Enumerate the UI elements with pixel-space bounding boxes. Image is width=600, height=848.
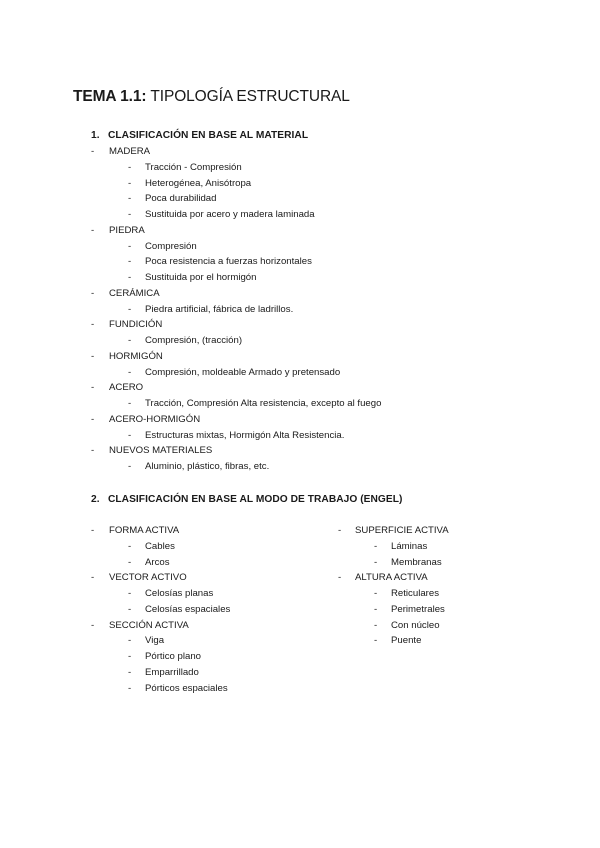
list-bullet-dash: - bbox=[91, 619, 95, 631]
engel-right-subitem: Con núcleo bbox=[391, 619, 440, 631]
list-bullet-dash: - bbox=[91, 224, 95, 236]
section-1-title: CLASIFICACIÓN EN BASE AL MATERIAL bbox=[108, 130, 309, 141]
page-title bbox=[73, 88, 350, 106]
list-bullet-dash: - bbox=[374, 588, 378, 599]
list-bullet-dash: - bbox=[128, 193, 132, 205]
material-subitem: Compresión, (tracción) bbox=[145, 335, 243, 346]
list-bullet-dash: - bbox=[374, 556, 378, 568]
list-bullet-dash: - bbox=[128, 556, 132, 568]
list-bullet-dash: - bbox=[338, 572, 342, 584]
section-1-number: 1. bbox=[91, 130, 100, 141]
engel-right-subitem: Perimetrales bbox=[391, 603, 445, 615]
list-bullet-dash: - bbox=[374, 619, 378, 631]
list-bullet-dash: - bbox=[91, 413, 95, 425]
list-bullet-dash: - bbox=[338, 525, 342, 536]
list-bullet-dash: - bbox=[128, 603, 132, 615]
engel-right-subitem: Láminas bbox=[391, 540, 428, 552]
engel-left-item-label: FORMA ACTIVA bbox=[109, 525, 180, 536]
engel-left-subitem: Pórtico plano bbox=[145, 651, 201, 662]
list-bullet-dash: - bbox=[128, 461, 132, 472]
list-bullet-dash: - bbox=[128, 177, 132, 189]
list-bullet-dash: - bbox=[128, 256, 132, 268]
list-bullet-dash: - bbox=[374, 635, 378, 647]
list-bullet-dash: - bbox=[374, 603, 378, 615]
list-bullet-dash: - bbox=[128, 651, 132, 662]
material-item-label: ACERO bbox=[109, 382, 144, 394]
engel-left-subitem: Arcos bbox=[145, 556, 170, 568]
list-bullet-dash: - bbox=[128, 540, 132, 552]
list-bullet-dash: - bbox=[128, 303, 132, 315]
list-bullet-dash: - bbox=[128, 429, 132, 441]
engel-left-item-label: VECTOR ACTIVO bbox=[109, 572, 187, 584]
list-bullet-dash: - bbox=[91, 572, 95, 584]
list-bullet-dash: - bbox=[128, 209, 132, 220]
material-subitem: Tracción - Compresión bbox=[145, 161, 242, 173]
engel-right-item-label: SUPERFICIE ACTIVA bbox=[355, 525, 449, 536]
list-bullet-dash: - bbox=[91, 382, 95, 394]
material-subitem: Poca durabilidad bbox=[145, 193, 217, 205]
list-bullet-dash: - bbox=[128, 682, 132, 694]
engel-left-subitem: Viga bbox=[145, 635, 165, 647]
material-subitem: Sustituida por el hormigón bbox=[145, 272, 257, 283]
list-bullet-dash: - bbox=[91, 319, 95, 331]
list-bullet-dash: - bbox=[128, 335, 132, 346]
section-2-number: 2. bbox=[91, 494, 100, 505]
material-item-label: CERÁMICA bbox=[109, 287, 160, 299]
engel-right-subitem: Membranas bbox=[391, 556, 442, 568]
material-item-label: MADERA bbox=[109, 146, 151, 157]
material-subitem: Poca resistencia a fuerzas horizontales bbox=[145, 256, 312, 268]
material-item-label: HORMIGÓN bbox=[109, 350, 163, 362]
engel-left-subitem: Celosías espaciales bbox=[145, 603, 231, 615]
list-bullet-dash: - bbox=[128, 666, 132, 678]
list-bullet-dash: - bbox=[128, 366, 132, 378]
material-subitem: Estructuras mixtas, Hormigón Alta Resistencia. bbox=[145, 429, 345, 441]
material-subitem: Heterogénea, Anisótropa bbox=[145, 177, 252, 189]
engel-right-subitem: Reticulares bbox=[391, 588, 439, 599]
list-bullet-dash: - bbox=[128, 272, 132, 283]
list-bullet-dash: - bbox=[91, 525, 95, 536]
material-subitem: Aluminio, plástico, fibras, etc. bbox=[145, 461, 270, 472]
list-bullet-dash: - bbox=[91, 350, 95, 362]
material-item-label: FUNDICIÓN bbox=[109, 319, 163, 331]
section-2-title: CLASIFICACIÓN EN BASE AL MODO DE TRABAJO (ENGEL) bbox=[108, 494, 403, 505]
list-bullet-dash: - bbox=[128, 588, 132, 599]
list-bullet-dash: - bbox=[128, 635, 132, 647]
engel-left-subitem: Pórticos espaciales bbox=[145, 682, 228, 694]
material-subitem: Sustituida por acero y madera laminada bbox=[145, 209, 315, 220]
material-item-label: NUEVOS MATERIALES bbox=[109, 445, 213, 457]
engel-left-item-label: SECCIÓN ACTIVA bbox=[109, 619, 189, 631]
material-subitem: Compresión bbox=[145, 240, 197, 252]
material-subitem: Piedra artificial, fábrica de ladrillos. bbox=[145, 303, 294, 315]
engel-left-subitem: Cables bbox=[145, 540, 175, 552]
title-text: TIPOLOGÍA ESTRUCTURAL bbox=[146, 88, 350, 105]
section-2-heading bbox=[91, 494, 402, 505]
material-subitem: Tracción, Compresión Alta resistencia, excepto al fuego bbox=[145, 398, 382, 409]
list-bullet-dash: - bbox=[128, 161, 132, 173]
list-bullet-dash: - bbox=[128, 398, 132, 409]
engel-left-subitem: Emparrillado bbox=[145, 666, 199, 678]
list-bullet-dash: - bbox=[91, 445, 95, 457]
material-item-label: PIEDRA bbox=[109, 224, 145, 236]
material-item-label: ACERO-HORMIGÓN bbox=[109, 413, 201, 425]
list-bullet-dash: - bbox=[91, 287, 95, 299]
section-1-heading bbox=[91, 130, 308, 141]
engel-right-item-label: ALTURA ACTIVA bbox=[355, 572, 428, 584]
engel-right-subitem: Puente bbox=[391, 635, 422, 647]
list-bullet-dash: - bbox=[91, 146, 95, 157]
list-bullet-dash: - bbox=[128, 240, 132, 252]
engel-left-subitem: Celosías planas bbox=[145, 588, 214, 599]
list-bullet-dash: - bbox=[374, 540, 378, 552]
material-subitem: Compresión, moldeable Armado y pretensado bbox=[145, 366, 341, 378]
title-prefix: TEMA 1.1: bbox=[73, 88, 147, 105]
